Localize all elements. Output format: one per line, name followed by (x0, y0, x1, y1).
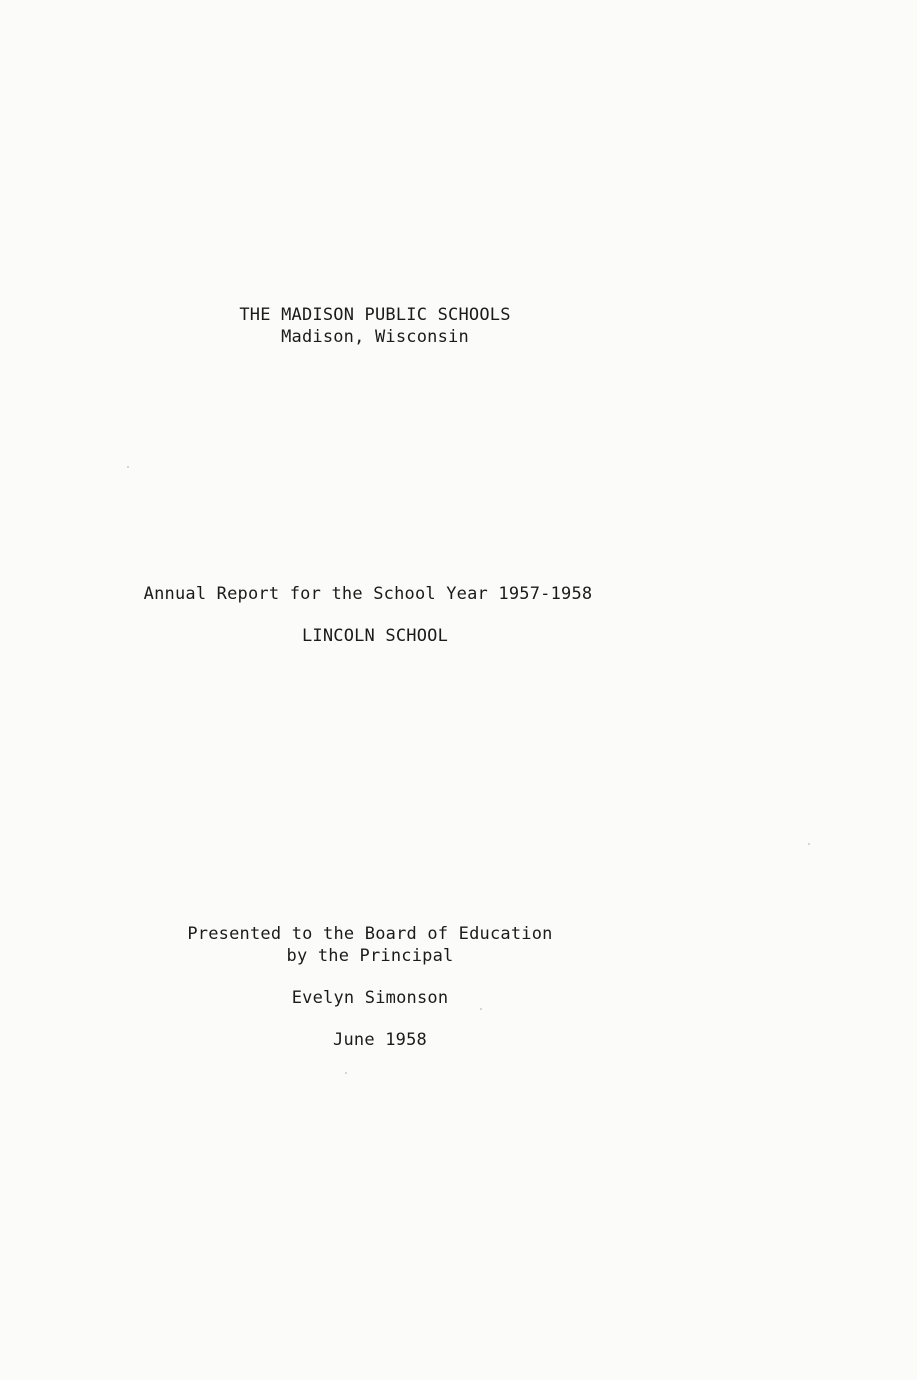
paper-speck (480, 1008, 482, 1010)
paper-speck (808, 843, 810, 845)
paper-speck (345, 1072, 347, 1074)
by-principal-line: by the Principal (286, 946, 454, 966)
district-heading: THE MADISON PUBLIC SCHOOLS (239, 305, 511, 325)
paper-speck (127, 466, 129, 468)
principal-name: Evelyn Simonson (291, 988, 449, 1008)
city-line: Madison, Wisconsin (281, 327, 469, 347)
presented-to-line: Presented to the Board of Education (187, 924, 553, 944)
school-name: LINCOLN SCHOOL (301, 626, 449, 646)
report-date: June 1958 (333, 1030, 427, 1050)
report-title: Annual Report for the School Year 1957-1958 (143, 584, 593, 604)
